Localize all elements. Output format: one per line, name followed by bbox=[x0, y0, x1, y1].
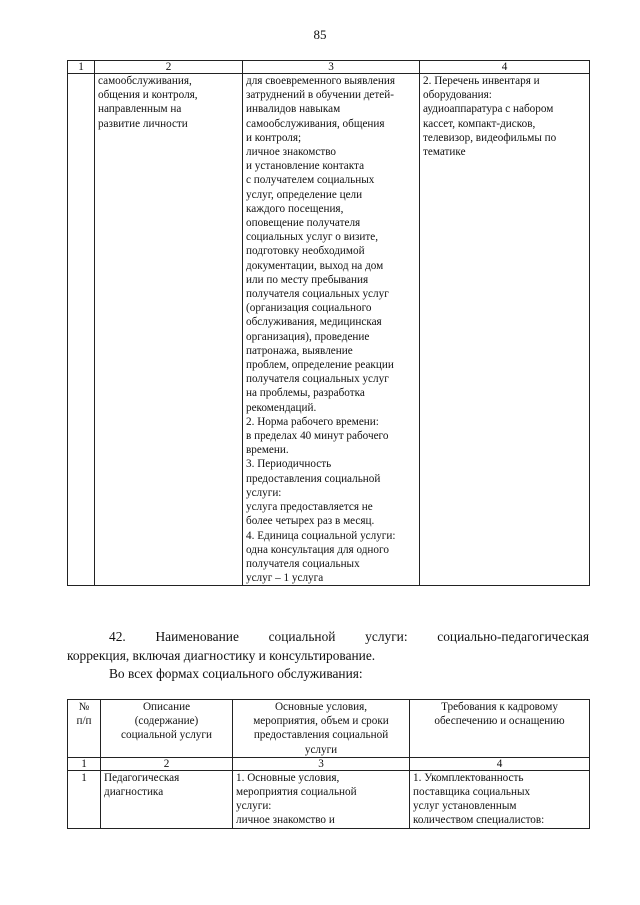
text-line: затруднений в обучении детей- bbox=[246, 89, 394, 102]
text-line: услуги: bbox=[246, 486, 282, 499]
text-line: Основные условия, bbox=[274, 701, 368, 713]
header-cell-requirements bbox=[410, 700, 590, 758]
text-line: аудиоаппаратура с набором bbox=[423, 103, 554, 116]
text-line: патронажа, выявление bbox=[246, 344, 353, 357]
text-line: Педагогическая bbox=[104, 771, 180, 784]
text-line: каждого посещения, bbox=[246, 202, 344, 215]
text-line: предоставления социальной bbox=[246, 472, 381, 485]
text-line: оборудования: bbox=[423, 89, 492, 102]
row-number-cell bbox=[68, 74, 95, 586]
service-42-title-line: 42. Наименование социальной услуги: социально-педагогическая bbox=[109, 629, 589, 644]
text-line: обслуживания, медицинская bbox=[246, 316, 382, 329]
text-line: и установление контакта bbox=[246, 160, 365, 173]
text-line: диагностика bbox=[104, 786, 164, 799]
text-line: получателя социальных услуг bbox=[246, 373, 389, 386]
text-line: (содержание) bbox=[134, 715, 199, 728]
text-line: самообслуживания, bbox=[98, 75, 192, 87]
text-line: более четырех раз в месяц. bbox=[246, 515, 375, 528]
text-line: тематике bbox=[423, 146, 466, 159]
text-line: услуги: bbox=[236, 800, 272, 813]
text-line: услуг – 1 услуга bbox=[246, 572, 324, 585]
service-forms-note: Во всех формах социального обслуживания: bbox=[109, 666, 363, 681]
text-line: общения и контроля, bbox=[98, 89, 198, 102]
table-row bbox=[68, 74, 590, 586]
text-line: услуг, определение цели bbox=[246, 188, 363, 201]
text-line: услуги bbox=[304, 743, 338, 756]
text-line: подготовку необходимой bbox=[246, 245, 365, 258]
text-line: и контроля; bbox=[246, 131, 302, 144]
text-line: документации, выход на дом bbox=[246, 259, 384, 272]
text-line: самообслуживания, общения bbox=[246, 117, 385, 130]
text-line: или по месту пребывания bbox=[246, 273, 369, 286]
text-line: личное знакомство bbox=[246, 146, 337, 159]
column-number-cell: 3 bbox=[243, 61, 420, 74]
text-line: обеспечению и оснащению bbox=[434, 715, 565, 728]
text-line: получателя социальных bbox=[246, 557, 360, 570]
text-line: рекомендаций. bbox=[246, 401, 317, 414]
text-line: поставщика социальных bbox=[413, 786, 531, 799]
header-cell-number bbox=[68, 700, 101, 758]
column-number-row bbox=[68, 757, 590, 770]
service-table-continued bbox=[67, 60, 590, 586]
text-line: с получателем социальных bbox=[246, 174, 375, 187]
requirements-cell bbox=[410, 770, 590, 828]
text-line: № bbox=[78, 701, 90, 713]
text-line: одна консультация для одного bbox=[246, 543, 389, 556]
header-cell-conditions bbox=[233, 700, 410, 758]
text-line: кассет, компакт-дисков, bbox=[423, 117, 536, 130]
text-line: социальной услуги bbox=[121, 729, 212, 742]
column-number-row bbox=[68, 61, 590, 74]
conditions-cell bbox=[243, 74, 420, 586]
text-line: 4. Единица социальной услуги: bbox=[246, 529, 396, 542]
text-line: 1. Основные условия, bbox=[236, 771, 340, 784]
row-number-cell: 1 bbox=[68, 770, 101, 828]
text-line: в пределах 40 минут рабочего bbox=[246, 430, 389, 443]
page-number: 85 bbox=[313, 27, 327, 42]
text-line: 2. Перечень инвентаря и bbox=[423, 75, 540, 87]
header-cell-description bbox=[101, 700, 233, 758]
conditions-cell bbox=[233, 770, 410, 828]
text-line: личное знакомство и bbox=[236, 814, 335, 827]
requirements-cell bbox=[420, 74, 590, 586]
text-line: п/п bbox=[76, 715, 92, 728]
text-line: организация), проведение bbox=[246, 330, 370, 343]
text-line: для своевременного выявления bbox=[246, 75, 395, 87]
column-number-cell: 2 bbox=[101, 757, 233, 770]
header-row bbox=[68, 700, 590, 758]
text-line: 1. Укомплектованность bbox=[413, 771, 524, 784]
column-number-cell: 1 bbox=[68, 757, 101, 770]
text-line: 3. Периодичность bbox=[246, 458, 332, 471]
text-line: услуга предоставляется не bbox=[246, 501, 373, 514]
text-line: предоставления социальной bbox=[253, 729, 389, 742]
service-42-title bbox=[67, 627, 589, 665]
column-number-cell: 4 bbox=[410, 757, 590, 770]
service-42-title-line: коррекция, включая диагностику и консультирование. bbox=[67, 648, 376, 663]
text-line: времени. bbox=[246, 444, 289, 457]
text-line: мероприятия социальной bbox=[236, 786, 357, 799]
column-number-cell: 3 bbox=[233, 757, 410, 770]
text-line: инвалидов навыкам bbox=[246, 103, 341, 116]
text-line: Описание bbox=[142, 701, 191, 713]
column-number-cell: 2 bbox=[95, 61, 243, 74]
column-number-cell: 1 bbox=[68, 61, 95, 74]
table-row bbox=[68, 770, 590, 828]
text-line: направленным на bbox=[98, 103, 182, 116]
text-line: социальных услуг о визите, bbox=[246, 231, 379, 244]
service-42-table bbox=[67, 699, 590, 829]
text-line: оповещение получателя bbox=[246, 217, 361, 230]
text-line: 2. Норма рабочего времени: bbox=[246, 415, 379, 428]
text-line: (организация социального bbox=[246, 302, 372, 315]
text-line: получателя социальных услуг bbox=[246, 288, 389, 301]
text-line: на проблемы, разработка bbox=[246, 387, 365, 400]
text-line: Требования к кадровому bbox=[441, 701, 558, 713]
text-line: количеством специалистов: bbox=[413, 814, 545, 827]
text-line: проблем, определение реакции bbox=[246, 359, 394, 372]
text-line: мероприятия, объем и сроки bbox=[253, 715, 389, 728]
text-line: услуг установленным bbox=[413, 800, 517, 813]
column-number-cell: 4 bbox=[420, 61, 590, 74]
description-cell bbox=[101, 770, 233, 828]
text-line: телевизор, видеофильмы по bbox=[423, 131, 557, 144]
text-line: развитие личности bbox=[98, 117, 188, 130]
description-cell bbox=[95, 74, 243, 586]
